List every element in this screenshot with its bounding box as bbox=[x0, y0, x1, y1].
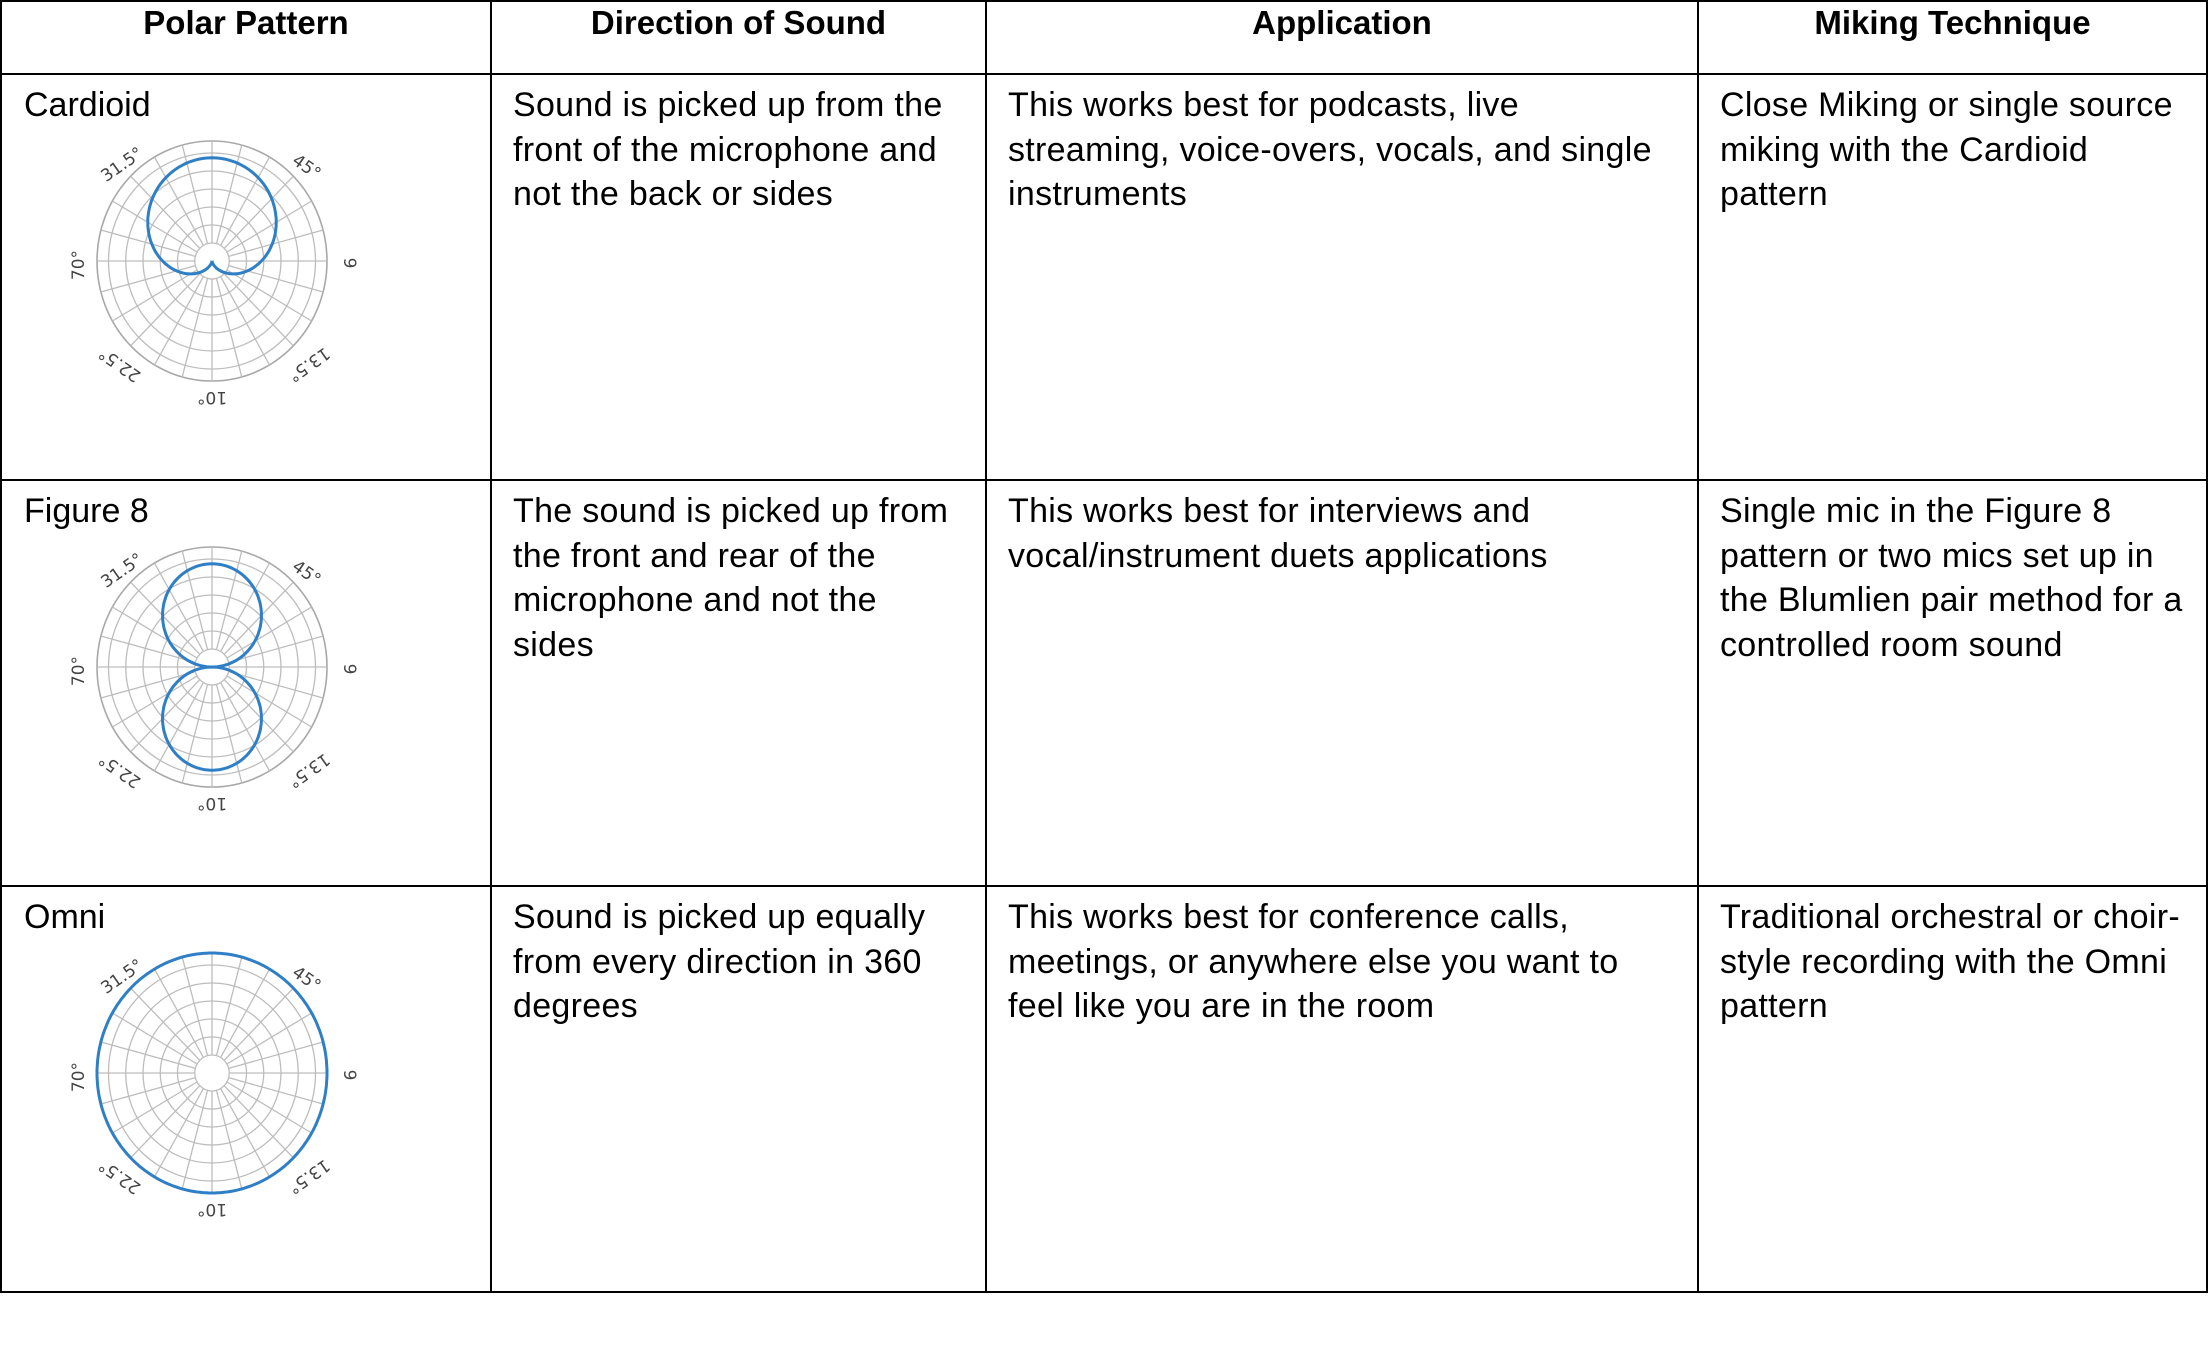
angle-label-left: 70° bbox=[69, 249, 89, 281]
angle-label-top-right: 45° bbox=[288, 962, 325, 997]
direction-cell bbox=[491, 480, 986, 886]
technique-text: Close Miking or single source miking with the Cardioid pattern bbox=[1720, 86, 2173, 213]
header-application: Application bbox=[986, 1, 1698, 74]
angle-label-top-right: 45° bbox=[288, 150, 325, 185]
header-polar-pattern: Polar Pattern bbox=[1, 1, 491, 74]
application-text: This works best for interviews and vocal/instrument duets applications bbox=[1008, 492, 1548, 575]
angle-label-bottom: 10° bbox=[196, 387, 228, 407]
pattern-cell bbox=[1, 480, 491, 886]
header-direction-of-sound: Direction of Sound bbox=[491, 1, 986, 74]
angle-label-top-right: 45° bbox=[288, 556, 325, 591]
angle-label-bottom-left: 22.5° bbox=[95, 342, 145, 386]
application-cell bbox=[986, 74, 1698, 480]
angle-label-bottom-left: 22.5° bbox=[95, 1154, 145, 1198]
angle-label-top-left: 31.5° bbox=[97, 955, 148, 999]
technique-text: Single mic in the Figure 8 pattern or two mics set up in the Blumlien pair method for a controlled room sound bbox=[1720, 492, 2183, 664]
figure-8-polar-diagram bbox=[22, 535, 359, 825]
angle-label-bottom-right: 13.5° bbox=[283, 1154, 334, 1198]
angle-label-bottom-left: 22.5° bbox=[95, 748, 145, 792]
pattern-name: Omni bbox=[24, 898, 106, 936]
direction-text: The sound is picked up from the front and rear of the microphone and not the sides bbox=[513, 492, 949, 664]
application-cell bbox=[986, 886, 1698, 1292]
angle-label-top-left: 31.5° bbox=[97, 143, 148, 187]
pattern-cell bbox=[1, 886, 491, 1292]
angle-label-left: 70° bbox=[69, 1061, 89, 1093]
omni-polar-diagram bbox=[22, 941, 359, 1231]
angle-label-right: 9 bbox=[339, 257, 359, 269]
technique-cell bbox=[1698, 886, 2207, 1292]
technique-cell bbox=[1698, 74, 2207, 480]
angle-label-bottom-right: 13.5° bbox=[283, 748, 334, 792]
angle-label-top-left: 31.5° bbox=[97, 549, 148, 593]
angle-label-bottom: 10° bbox=[196, 1199, 228, 1219]
application-text: This works best for podcasts, live streaming, voice-overs, vocals, and single instruments bbox=[1008, 86, 1652, 213]
direction-cell bbox=[491, 74, 986, 480]
technique-cell bbox=[1698, 480, 2207, 886]
pattern-name: Figure 8 bbox=[24, 492, 149, 530]
application-text: This works best for conference calls, meetings, or anywhere else you want to feel like you are in the room bbox=[1008, 898, 1619, 1025]
direction-cell bbox=[491, 886, 986, 1292]
pattern-name: Cardioid bbox=[24, 86, 151, 124]
table-row bbox=[1, 886, 2207, 1292]
header-row bbox=[1, 1, 2207, 74]
angle-label-left: 70° bbox=[69, 655, 89, 687]
direction-text: Sound is picked up equally from every direction in 360 degrees bbox=[513, 898, 926, 1025]
direction-text: Sound is picked up from the front of the microphone and not the back or sides bbox=[513, 86, 943, 213]
pattern-cell bbox=[1, 74, 491, 480]
header-miking-technique: Miking Technique bbox=[1698, 1, 2207, 74]
angle-label-right: 9 bbox=[339, 1069, 359, 1081]
angle-label-right: 9 bbox=[339, 663, 359, 675]
technique-text: Traditional orchestral or choir-style recording with the Omni pattern bbox=[1720, 898, 2180, 1025]
angle-label-bottom-right: 13.5° bbox=[283, 342, 334, 386]
application-cell bbox=[986, 480, 1698, 886]
table-row bbox=[1, 74, 2207, 480]
angle-label-bottom: 10° bbox=[196, 793, 228, 813]
cardioid-polar-diagram bbox=[22, 129, 359, 419]
table-row bbox=[1, 480, 2207, 886]
